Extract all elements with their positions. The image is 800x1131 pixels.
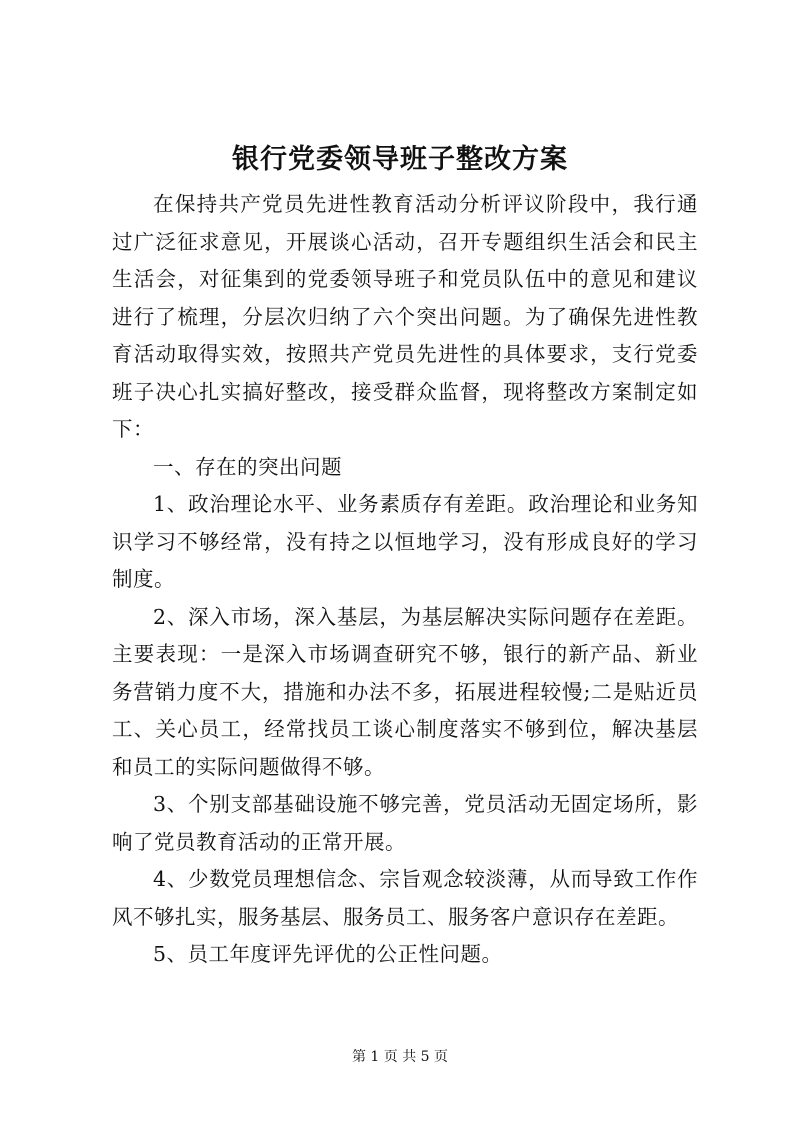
paragraph-issue-1: 1、政治理论水平、业务素质存有差距。政治理论和业务知识学习不够经常，没有持之以恒地学习，没有形成良好的学习制度。	[112, 492, 698, 591]
document-title: 银行党委领导班子整改方案	[232, 144, 568, 175]
page-footer: 第 1 页 共 5 页	[351, 1049, 449, 1065]
paragraph-issue-2: 2、深入市场，深入基层，为基层解决实际问题存在差距。主要表现：一是深入市场调查研究不够，银行的新产品、新业务营销力度不大，措施和办法不多，拓展进程较慢;二是贴近员工、关心员工，经常找员工谈心制度落实不够到位，解决基层和员工的实际问题做得不够。	[112, 604, 698, 779]
document-body	[112, 186, 698, 974]
paragraph-issue-4: 4、少数党员理想信念、宗旨观念较淡薄，从而导致工作作风不够扎实，服务基层、服务员工、服务客户意识存在差距。	[112, 867, 698, 929]
paragraph-intro: 在保持共产党员先进性教育活动分析评议阶段中，我行通过广泛征求意见，开展谈心活动，召开专题组织生活会和民主生活会，对征集到的党委领导班子和党员队伍中的意见和建议进行了梳理，分层次归纳了六个突出问题。为了确保先进性教育活动取得实效，按照共产党员先进性的具体要求，支行党委班子决心扎实搞好整改，接受群众监督，现将整改方案制定如下：	[112, 192, 698, 441]
paragraph-issue-5: 5、员工年度评先评优的公正性问题。	[153, 942, 503, 966]
section-heading: 一、存在的突出问题	[153, 454, 342, 479]
paragraph-issue-3: 3、个别支部基础设施不够完善，党员活动无固定场所，影响了党员教育活动的正常开展。	[112, 792, 698, 854]
